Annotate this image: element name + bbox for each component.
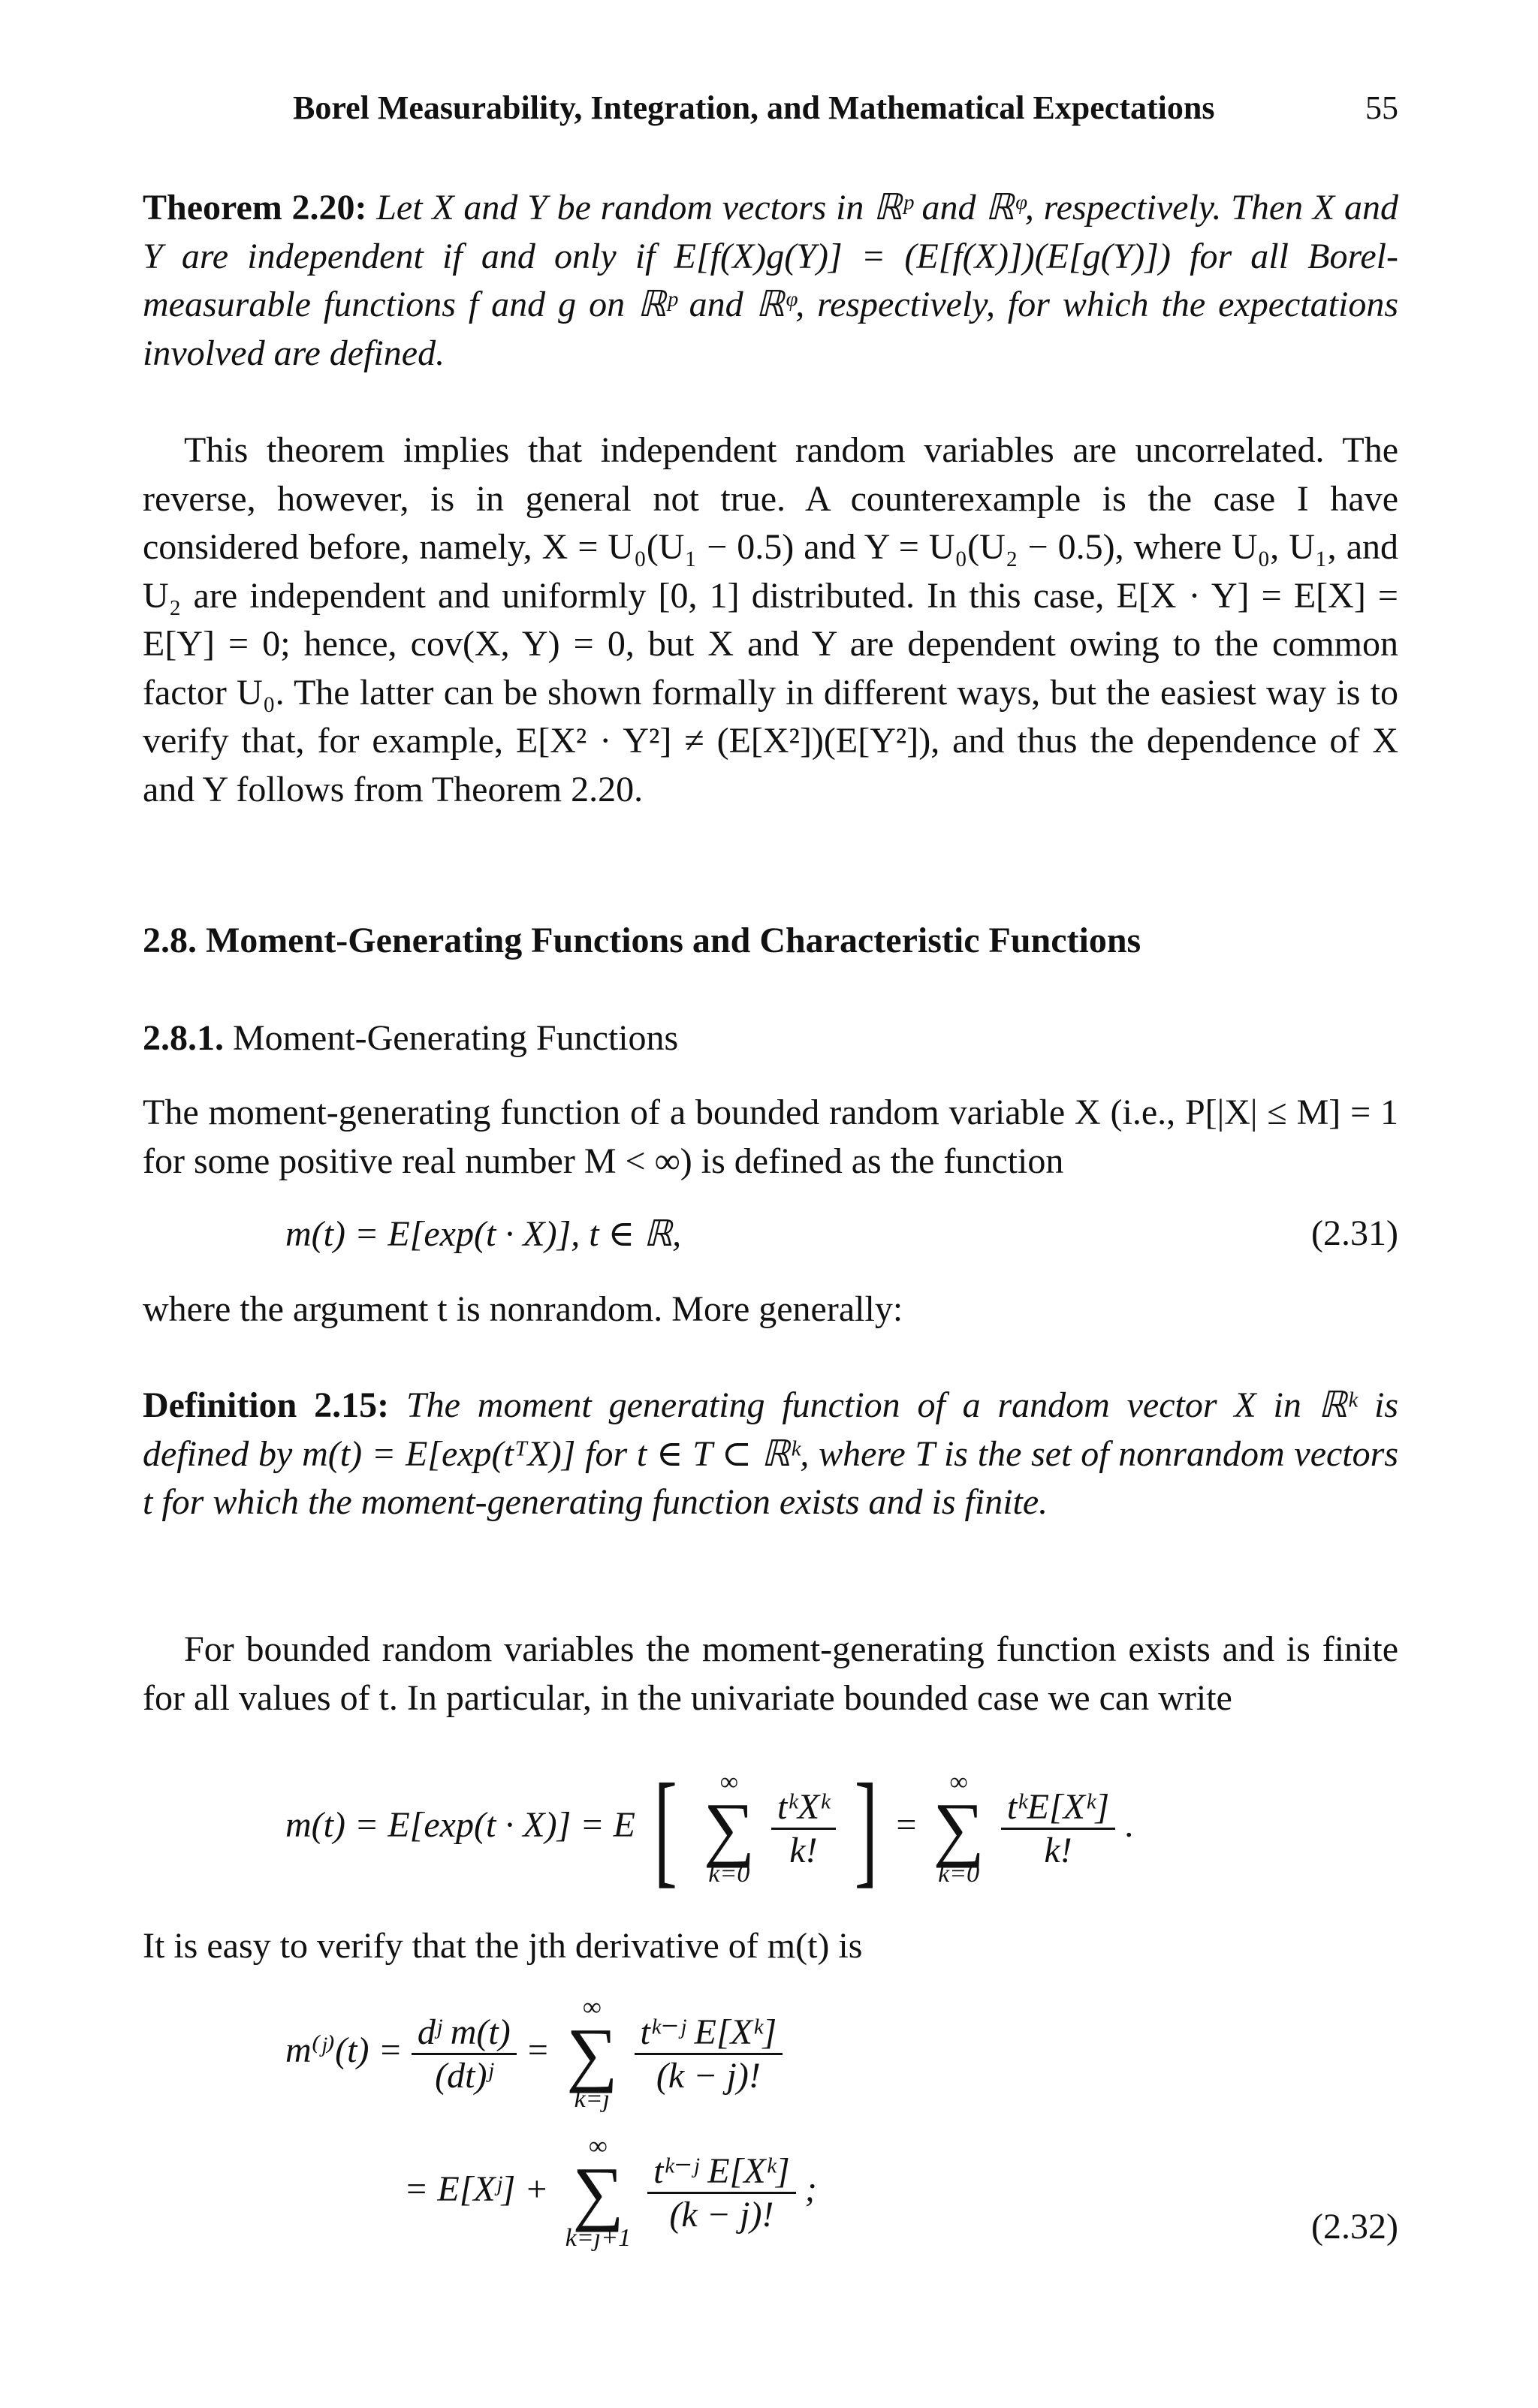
paragraph-counterexample: This theorem implies that independent random variables are uncorrelated. The reverse, however, is in general not true. A counterexample is the case I have considered before, namely, X = U₀(U₁ − 0.5) and Y = U₀(U₂ − 0.5), where U₀, U₁, and U₂ are independent and uniformly [0, 1] distributed. In this case, E[X · Y] = E[X] = E[Y] = 0; hence, cov(X, Y) = 0, but X and Y are dependent owing to the common factor U₀. The latter can be shown formally in different ways, but the easiest way is to verify that, for example, E[X² · Y²] ≠ (E[X²])(E[Y²]), and thus the dependence of X and Y follows from Theorem 2.20. xyxy=(143,430,1398,809)
sum-lower-limit: k=j+1 xyxy=(565,2224,632,2252)
numerator: tᵏ⁻ʲ E[Xᵏ] xyxy=(653,2151,790,2191)
running-title: Borel Measurability, Integration, and Mathematical Expectations xyxy=(293,89,1215,126)
equals-sign: = xyxy=(896,1805,917,1846)
numerator: tᵏ⁻ʲ E[Xᵏ] xyxy=(640,2012,777,2052)
period: . xyxy=(1124,1805,1134,1846)
sum-upper-limit: ∞ xyxy=(589,2132,608,2160)
sum-upper-limit: ∞ xyxy=(583,1994,602,2021)
definition-text: The moment generating function of a random vector X in ℝᵏ is defined by m(t) = E[exp(tᵀX)] for t ∈ T ⊂ ℝᵏ, where T is the set of nonrandom vectors t for which the moment-generating function exists and is finite. xyxy=(143,1385,1398,1522)
equation-number-2-32: (2.32) xyxy=(1311,2207,1398,2247)
equation-2-32-line-2 xyxy=(404,2132,817,2253)
derivative-lhs: m⁽ʲ⁾(t) = xyxy=(285,2030,403,2071)
equals-sign: = xyxy=(525,2030,550,2071)
theorem-2-20 xyxy=(143,184,1398,378)
fraction-4 xyxy=(647,2150,796,2235)
paragraph-jth-derivative: It is easy to verify that the jth derivative of m(t) is xyxy=(143,1926,863,1966)
line-2-lhs: = E[Xʲ] + xyxy=(404,2169,549,2210)
definition-label: Definition 2.15: xyxy=(143,1385,390,1425)
paragraph-bounded: For bounded random variables the moment-generating function exists and is finite for all values of t. In particular, in the univariate bounded case we can write xyxy=(143,1629,1398,1718)
left-bracket: [ xyxy=(653,1758,677,1899)
equation-series xyxy=(285,1758,1134,1899)
numerator: tᵏE[Xᵏ] xyxy=(1006,1786,1110,1827)
equation-2-32-line-1 xyxy=(285,1994,783,2114)
subsection-heading xyxy=(143,1017,678,1059)
fraction-2 xyxy=(1001,1786,1115,1871)
denominator: k! xyxy=(771,1828,836,1871)
sigma: ∑ xyxy=(933,1788,985,1868)
fraction-1 xyxy=(771,1786,836,1871)
sigma: ∑ xyxy=(572,2152,624,2232)
sum-symbol-2 xyxy=(933,1768,984,1888)
theorem-text: Let X and Y be random vectors in ℝᵖ and ℝᵠ, respectively. Then X and Y are independent if and only if E[f(X)g(Y)] = (E[f(X)])(E[g(Y)]) for all Borel-measurable functions f and g on ℝᵖ and ℝᵠ, respectively, for which the expectations involved are defined. xyxy=(143,188,1399,373)
denominator: k! xyxy=(1001,1828,1115,1871)
sum-symbol-4 xyxy=(565,2132,631,2253)
sum-upper-limit: ∞ xyxy=(719,1768,738,1796)
numerator: dʲ m(t) xyxy=(417,2012,511,2052)
derivative-fraction xyxy=(412,2012,517,2096)
sigma: ∑ xyxy=(566,2013,618,2093)
sum-lower-limit: k=j xyxy=(574,2085,611,2113)
denominator: (k − j)! xyxy=(635,2053,783,2096)
semicolon: ; xyxy=(804,2169,817,2210)
equation-2-31: m(t) = E[exp(t · X)], t ∈ ℝ, xyxy=(285,1214,682,1254)
sum-lower-limit: k=0 xyxy=(708,1860,750,1888)
right-bracket: ] xyxy=(854,1758,878,1899)
theorem-label: Theorem 2.20: xyxy=(143,188,367,228)
paragraph-nonrandom: where the argument t is nonrandom. More generally: xyxy=(143,1289,903,1329)
numerator: tᵏXᵏ xyxy=(777,1786,830,1827)
fraction-3 xyxy=(635,2011,783,2096)
definition-2-15 xyxy=(143,1382,1398,1527)
sum-lower-limit: k=0 xyxy=(938,1860,980,1888)
equation-number-2-31: (2.31) xyxy=(1311,1213,1398,1253)
page-number: 55 xyxy=(1365,89,1398,126)
section-heading: 2.8. Moment-Generating Functions and Characteristic Functions xyxy=(143,921,1141,960)
sum-symbol-3 xyxy=(566,1994,617,2114)
series-lhs: m(t) = E[exp(t · X)] = E xyxy=(285,1805,635,1846)
denominator: (dt)ʲ xyxy=(412,2053,517,2096)
subsection-number: 2.8.1. xyxy=(143,1018,224,1058)
paragraph-mgf-definition: The moment-generating function of a bounded random variable X (i.e., P[|X| ≤ M] = 1 for some positive real number M < ∞) is defined as the function xyxy=(143,1092,1398,1181)
sum-symbol-1 xyxy=(704,1768,755,1888)
sum-upper-limit: ∞ xyxy=(949,1768,968,1796)
sigma: ∑ xyxy=(703,1788,755,1868)
subsection-title: Moment-Generating Functions xyxy=(233,1018,679,1058)
denominator: (k − j)! xyxy=(647,2192,796,2235)
